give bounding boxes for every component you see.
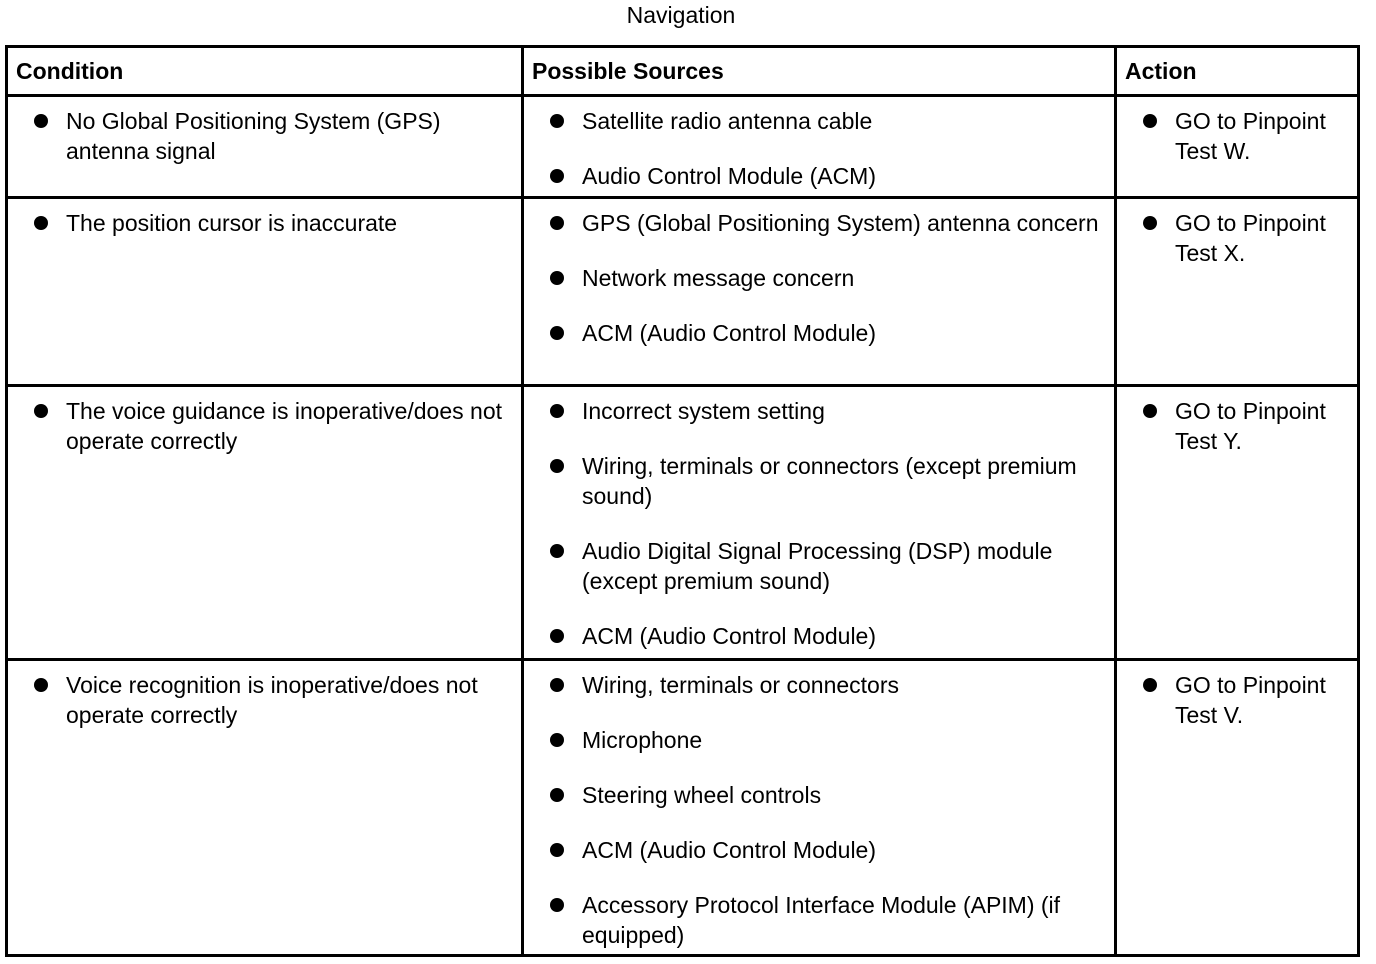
bullet-icon — [1143, 216, 1157, 230]
list-item — [1141, 396, 1353, 456]
source-text: Satellite radio antenna cable — [582, 108, 873, 134]
list-item — [548, 396, 1110, 426]
condition-cell — [7, 198, 523, 386]
bullet-icon — [550, 404, 564, 418]
bullet-icon — [550, 843, 564, 857]
list-item — [32, 396, 517, 456]
sources-cell — [523, 660, 1116, 956]
list-item — [32, 670, 517, 730]
list-item — [548, 890, 1110, 950]
bullet-icon — [550, 544, 564, 558]
list-item — [548, 318, 1110, 348]
list-item — [548, 780, 1110, 810]
source-text: Steering wheel controls — [582, 782, 822, 808]
sources-cell — [523, 198, 1116, 386]
symptom-table — [5, 45, 1360, 957]
bullet-icon — [550, 733, 564, 747]
list-item — [1141, 670, 1353, 730]
source-text: Audio Digital Signal Processing (DSP) module (except premium sound) — [582, 538, 1053, 594]
list-item — [548, 208, 1110, 238]
list-item — [548, 670, 1110, 700]
table-row — [7, 660, 1359, 956]
bullet-icon — [1143, 114, 1157, 128]
table-header-row — [7, 47, 1359, 96]
action-cell — [1116, 198, 1359, 386]
action-text: GO to Pinpoint Test Y. — [1175, 398, 1326, 454]
bullet-icon — [550, 459, 564, 473]
list-item — [548, 451, 1110, 511]
action-text: GO to Pinpoint Test X. — [1175, 210, 1326, 266]
list-item — [548, 725, 1110, 755]
bullet-icon — [550, 114, 564, 128]
bullet-icon — [550, 216, 564, 230]
action-cell — [1116, 96, 1359, 198]
list-item — [32, 208, 517, 238]
condition-cell — [7, 386, 523, 660]
header-condition: Condition — [7, 47, 523, 96]
source-text: Network message concern — [582, 265, 855, 291]
source-text: Wiring, terminals or connectors — [582, 672, 899, 698]
source-text: Microphone — [582, 727, 703, 753]
source-text: Wiring, terminals or connectors (except premium sound) — [582, 453, 1077, 509]
list-item — [1141, 208, 1353, 268]
bullet-icon — [550, 169, 564, 183]
sources-cell — [523, 96, 1116, 198]
condition-text: No Global Positioning System (GPS) antenna signal — [66, 108, 441, 164]
action-cell — [1116, 660, 1359, 956]
condition-text: Voice recognition is inoperative/does not operate correctly — [66, 672, 478, 728]
bullet-icon — [550, 788, 564, 802]
bullet-icon — [34, 404, 48, 418]
bullet-icon — [550, 678, 564, 692]
condition-cell — [7, 660, 523, 956]
list-item — [1141, 106, 1353, 166]
bullet-icon — [34, 216, 48, 230]
source-text: Audio Control Module (ACM) — [582, 163, 877, 189]
bullet-icon — [550, 629, 564, 643]
bullet-icon — [1143, 678, 1157, 692]
page-title: Navigation — [626, 2, 736, 28]
action-text: GO to Pinpoint Test W. — [1175, 108, 1326, 164]
bullet-icon — [550, 326, 564, 340]
bullet-icon — [34, 678, 48, 692]
source-text: ACM (Audio Control Module) — [582, 320, 877, 346]
source-text: ACM (Audio Control Module) — [582, 623, 877, 649]
condition-text: The voice guidance is inoperative/does not operate correctly — [66, 398, 503, 454]
header-possible-sources: Possible Sources — [523, 47, 1116, 96]
table-row — [7, 96, 1359, 198]
bullet-icon — [1143, 404, 1157, 418]
bullet-icon — [550, 271, 564, 285]
table-row — [7, 198, 1359, 386]
header-action: Action — [1116, 47, 1359, 96]
source-text: Accessory Protocol Interface Module (APIM) (if equipped) — [582, 892, 1061, 948]
condition-cell — [7, 96, 523, 198]
sources-cell — [523, 386, 1116, 660]
source-text: ACM (Audio Control Module) — [582, 837, 877, 863]
table-row — [7, 386, 1359, 660]
source-text: Incorrect system setting — [582, 398, 825, 424]
list-item — [548, 835, 1110, 865]
action-cell — [1116, 386, 1359, 660]
action-text: GO to Pinpoint Test V. — [1175, 672, 1326, 728]
list-item — [548, 621, 1110, 651]
list-item — [548, 263, 1110, 293]
list-item — [32, 106, 517, 166]
list-item — [548, 106, 1110, 136]
condition-text: The position cursor is inaccurate — [66, 210, 398, 236]
list-item — [548, 161, 1110, 191]
source-text: GPS (Global Positioning System) antenna concern — [582, 210, 1099, 236]
bullet-icon — [34, 114, 48, 128]
bullet-icon — [550, 898, 564, 912]
list-item — [548, 536, 1110, 596]
